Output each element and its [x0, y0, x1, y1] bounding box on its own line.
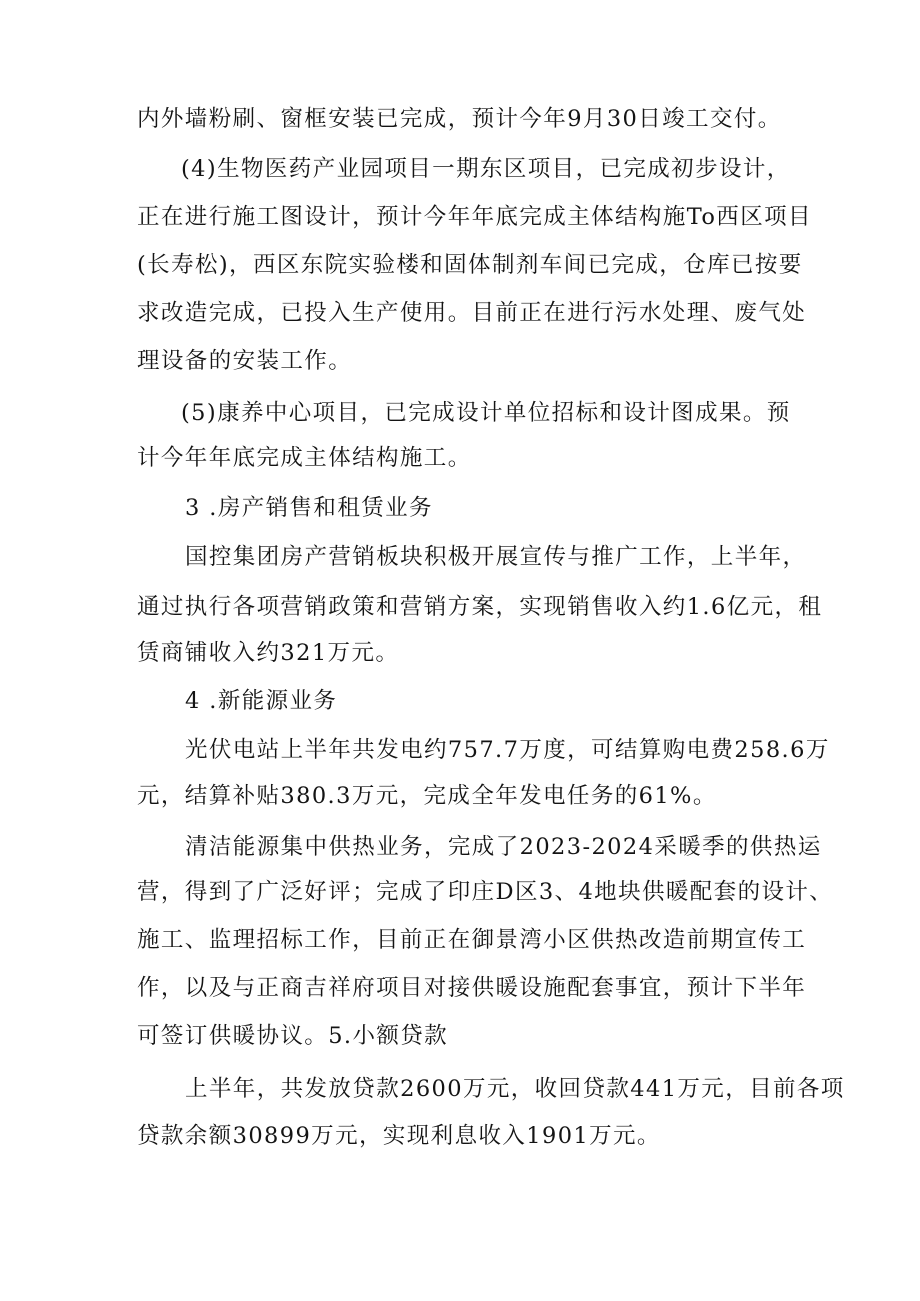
text-line: (5)康养中心项目，已完成设计单位招标和设计图成果。预: [181, 400, 791, 426]
text-line: 赁商铺收入约321万元。: [137, 640, 400, 666]
section-heading: 3 .房产销售和租赁业务: [185, 495, 433, 521]
text-line: (长寿松)，西区东院实验楼和固体制剂车间已完成，仓库已按要: [137, 252, 803, 278]
text-line: 作，以及与正商吉祥府项目对接供暖设施配套事宜，预计下半年: [137, 975, 807, 1001]
text-line: 通过执行各项营销政策和营销方案，实现销售收入约1.6亿元，租: [137, 594, 823, 620]
text-line: 清洁能源集中供热业务，完成了2023-2024采暖季的供热运: [185, 834, 822, 860]
text-line: 元，结算补贴380.3万元，完成全年发电任务的61%。: [137, 783, 717, 809]
text-line: 施工、监理招标工作，目前正在御景湾小区供热改造前期宣传工: [137, 927, 807, 953]
text-line: 求改造完成，已投入生产使用。目前正在进行污水处理、废气处: [137, 300, 807, 326]
text-line: 内外墙粉刷、窗框安装已完成，预计今年9月30日竣工交付。: [137, 106, 782, 132]
text-line: 贷款余额30899万元，实现利息收入1901万元。: [137, 1123, 661, 1149]
section-heading: 4 .新能源业务: [185, 688, 338, 714]
text-line: (4)生物医药产业园项目一期东区项目，已完成初步设计，: [181, 156, 791, 182]
text-line: 国控集团房产营销板块积极开展宣传与推广工作，上半年，: [185, 544, 807, 570]
text-line: 营，得到了广泛好评；完成了印庄D区3、4地块供暖配套的设计、: [137, 879, 834, 905]
text-line: 理设备的安装工作。: [137, 348, 353, 374]
text-line: 光伏电站上半年共发电约757.7万度，可结算购电费258.6万: [185, 737, 830, 763]
text-line: 正在进行施工图设计，预计今年年底完成主体结构施To西区项目: [137, 204, 812, 230]
text-line: 可签订供暖协议。5.小额贷款: [137, 1023, 449, 1049]
text-line: 计今年年底完成主体结构施工。: [137, 445, 472, 471]
text-line: 上半年，共发放贷款2600万元，收回贷款441万元，目前各项: [185, 1076, 845, 1102]
